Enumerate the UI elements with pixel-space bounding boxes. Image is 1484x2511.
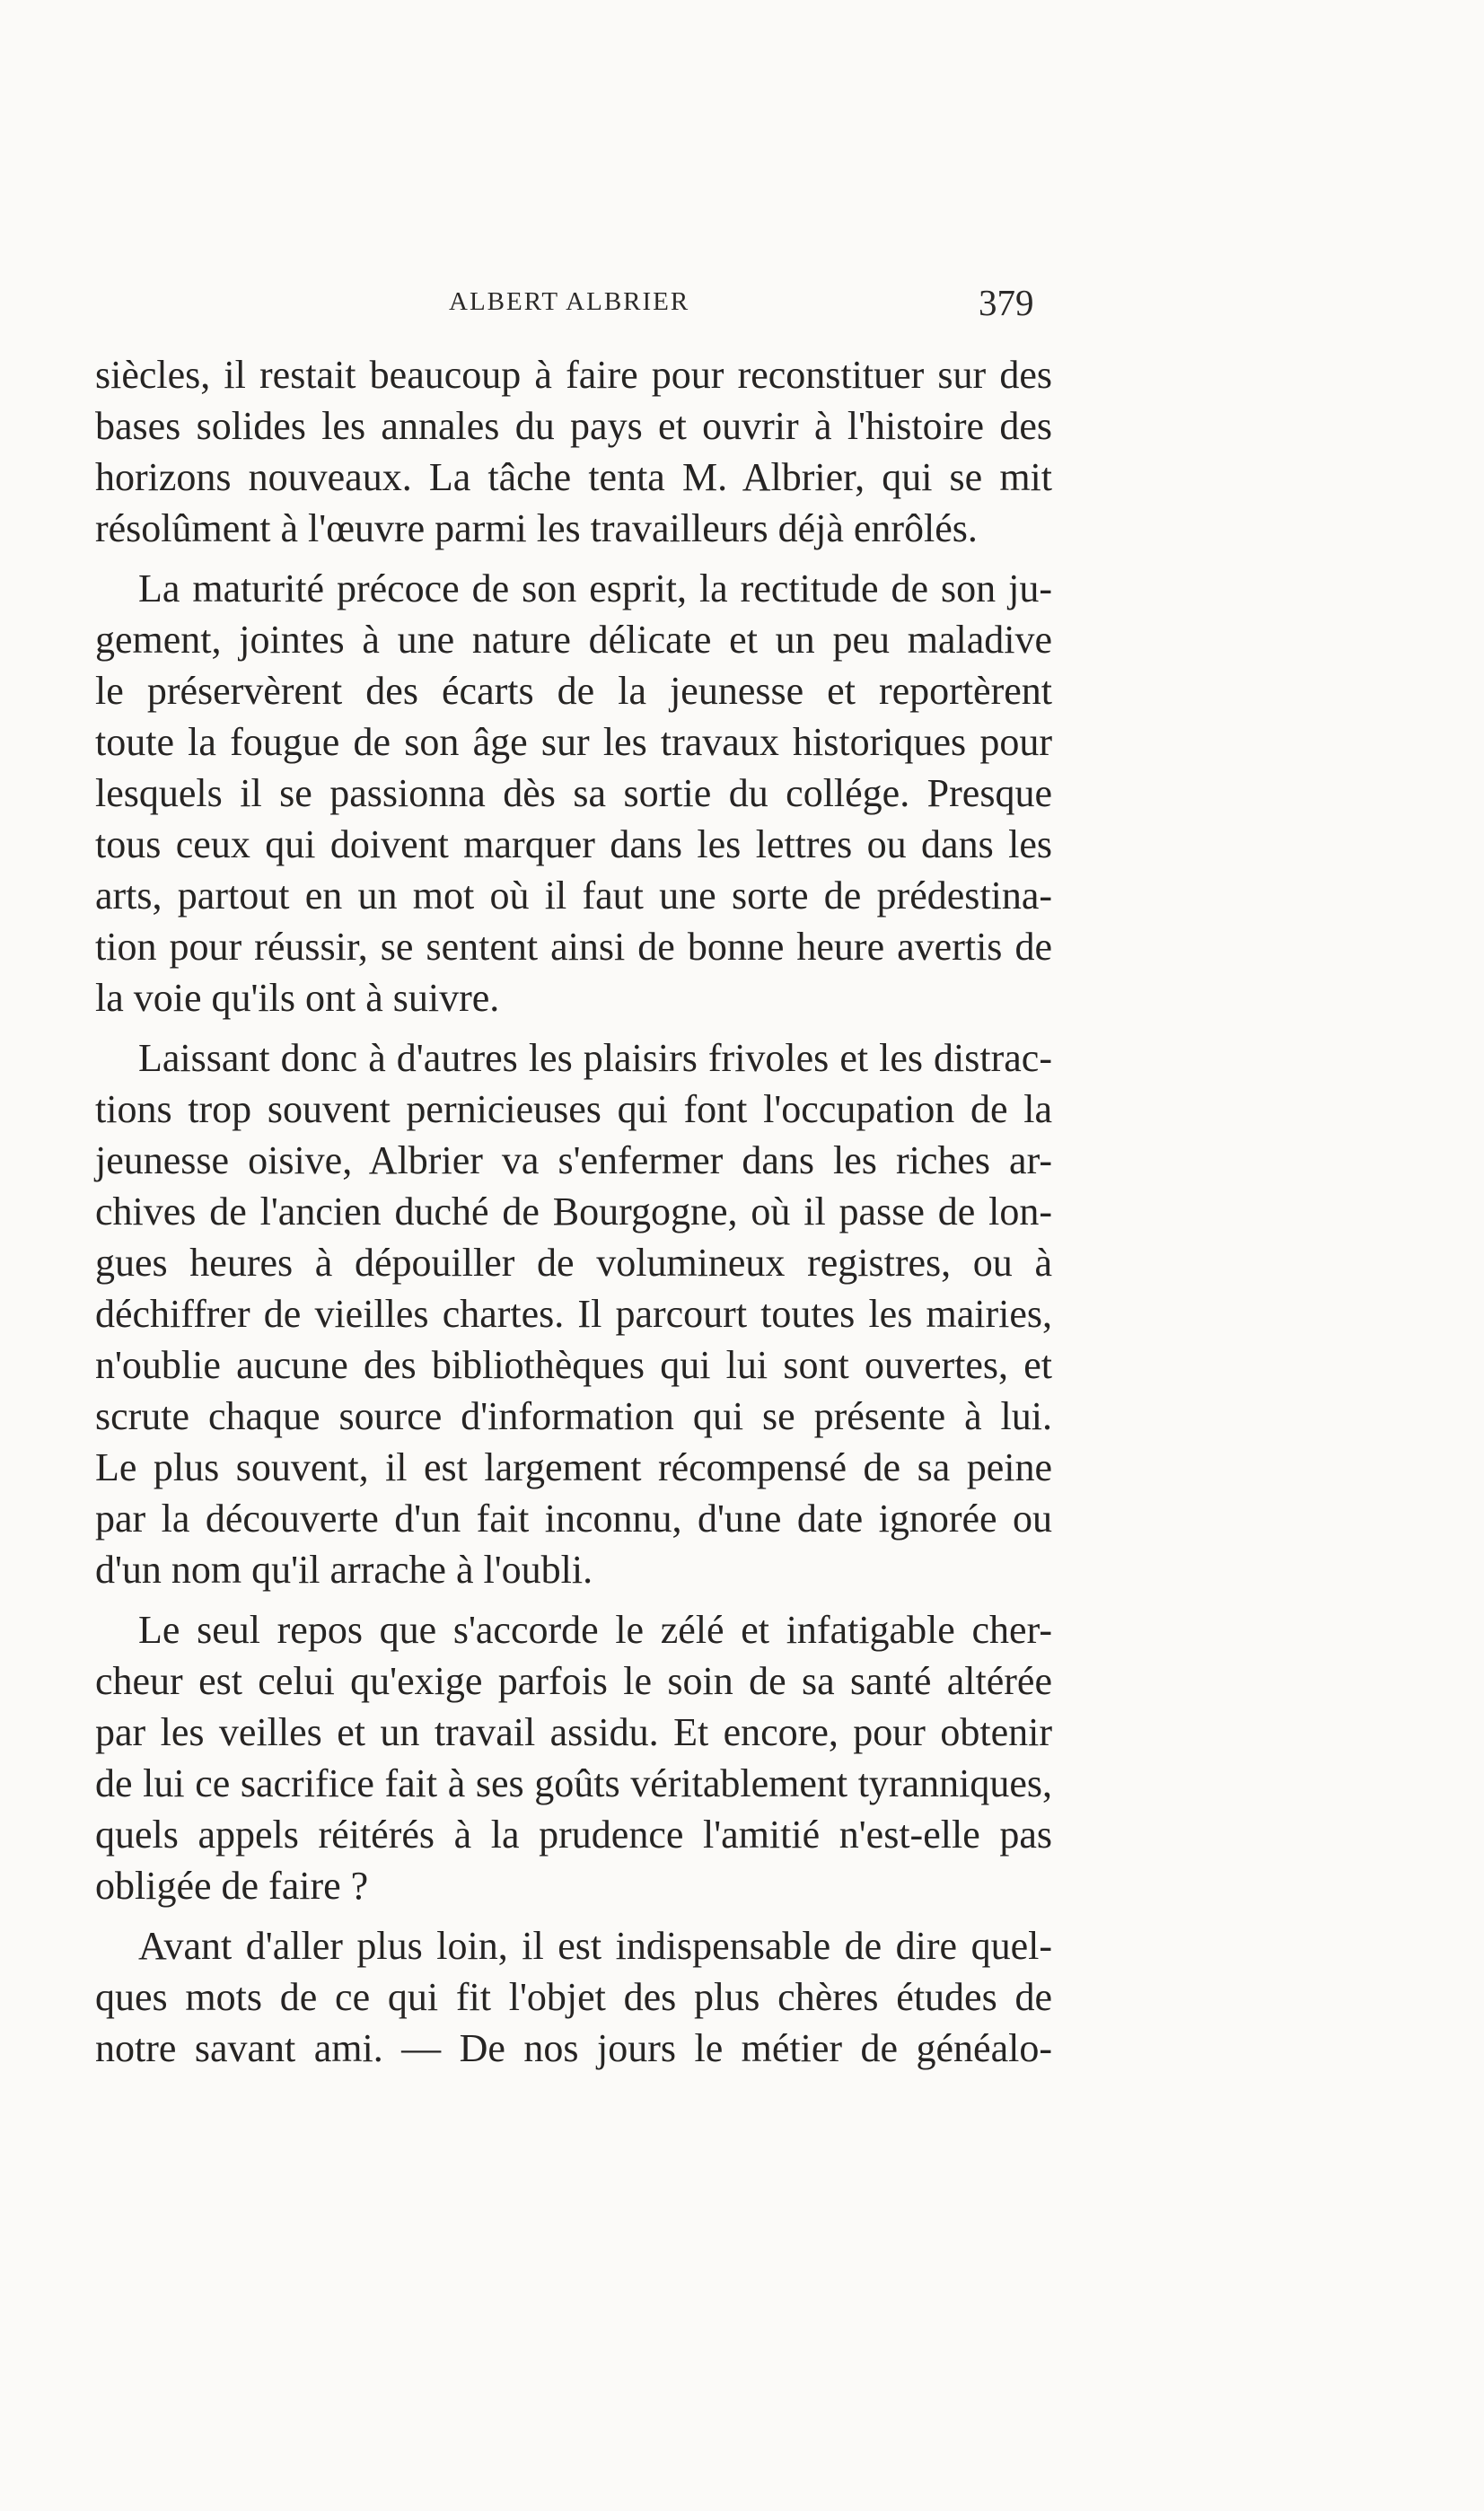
- text-line: horizons nouveaux. La tâche tenta M. Albrier, qui se mit: [95, 455, 1052, 499]
- text-line: tions trop souvent pernicieuses qui font l'occupation de la: [95, 1087, 1052, 1131]
- text-line: bases solides les annales du pays et ouvrir à l'histoire des: [95, 404, 1052, 448]
- paragraph: [95, 1032, 1052, 1595]
- text-line: tion pour réussir, se sentent ainsi de bonne heure avertis de: [95, 925, 1052, 969]
- text-line: Le plus souvent, il est largement récompensé de sa peine: [95, 1445, 1052, 1489]
- text-line: arts, partout en un mot où il faut une sorte de prédestina-: [95, 874, 1052, 917]
- text-line: la voie qu'ils ont à suivre.: [95, 976, 500, 1020]
- text-line: obligée de faire ?: [95, 1864, 369, 1908]
- text-line: Avant d'aller plus loin, il est indispensable de dire quel-: [138, 1924, 1052, 1968]
- text-line: d'un nom qu'il arrache à l'oubli.: [95, 1548, 593, 1592]
- paragraph: [95, 349, 1052, 554]
- text-line: de lui ce sacrifice fait à ses goûts véritablement tyranniques,: [95, 1761, 1052, 1805]
- text-line: Le seul repos que s'accorde le zélé et infatigable cher-: [138, 1608, 1052, 1652]
- text-line: chives de l'ancien duché de Bourgogne, où il passe de lon-: [95, 1190, 1052, 1234]
- text-line: cheur est celui qu'exige parfois le soin de sa santé altérée: [95, 1659, 1052, 1703]
- text-line: Laissant donc à d'autres les plaisirs frivoles et les distrac-: [138, 1036, 1052, 1080]
- running-title: ALBERT ALBRIER: [449, 287, 690, 316]
- text-line: gues heures à dépouiller de volumineux registres, ou à: [95, 1241, 1052, 1285]
- text-line: par la découverte d'un fait inconnu, d'une date ignorée ou: [95, 1497, 1052, 1541]
- text-line: déchiffrer de vieilles chartes. Il parcourt toutes les mairies,: [95, 1292, 1052, 1336]
- paragraph: [95, 1604, 1052, 1911]
- text-line: siècles, il restait beaucoup à faire pour reconstituer sur des: [95, 353, 1052, 397]
- text-line: La maturité précoce de son esprit, la rectitude de son ju-: [138, 566, 1052, 610]
- text-line: résolûment à l'œuvre parmi les travailleurs déjà enrôlés.: [95, 506, 978, 550]
- text-line: toute la fougue de son âge sur les travaux historiques pour: [95, 720, 1052, 764]
- page-number: 379: [979, 282, 1034, 323]
- text-line: le préservèrent des écarts de la jeunesse et reportèrent: [95, 669, 1052, 713]
- body-text: [95, 349, 1052, 2074]
- text-line: par les veilles et un travail assidu. Et encore, pour obtenir: [95, 1710, 1052, 1754]
- paragraph: [95, 1920, 1052, 2074]
- paragraph: [95, 563, 1052, 1023]
- text-line: quels appels réitérés à la prudence l'amitié n'est-elle pas: [95, 1813, 1052, 1857]
- text-line: scrute chaque source d'information qui se présente à lui.: [95, 1394, 1052, 1438]
- text-line: gement, jointes à une nature délicate et un peu maladive: [95, 618, 1052, 662]
- text-line: tous ceux qui doivent marquer dans les lettres ou dans les: [95, 822, 1052, 866]
- text-line: jeunesse oisive, Albrier va s'enfermer dans les riches ar-: [95, 1138, 1052, 1182]
- text-line: lesquels il se passionna dès sa sortie du collége. Presque: [95, 771, 1052, 815]
- text-line: notre savant ami. — De nos jours le métier de généalo-: [95, 2026, 1052, 2070]
- text-line: ques mots de ce qui fit l'objet des plus chères études de: [95, 1975, 1052, 2019]
- text-line: n'oublie aucune des bibliothèques qui lui sont ouvertes, et: [95, 1343, 1052, 1387]
